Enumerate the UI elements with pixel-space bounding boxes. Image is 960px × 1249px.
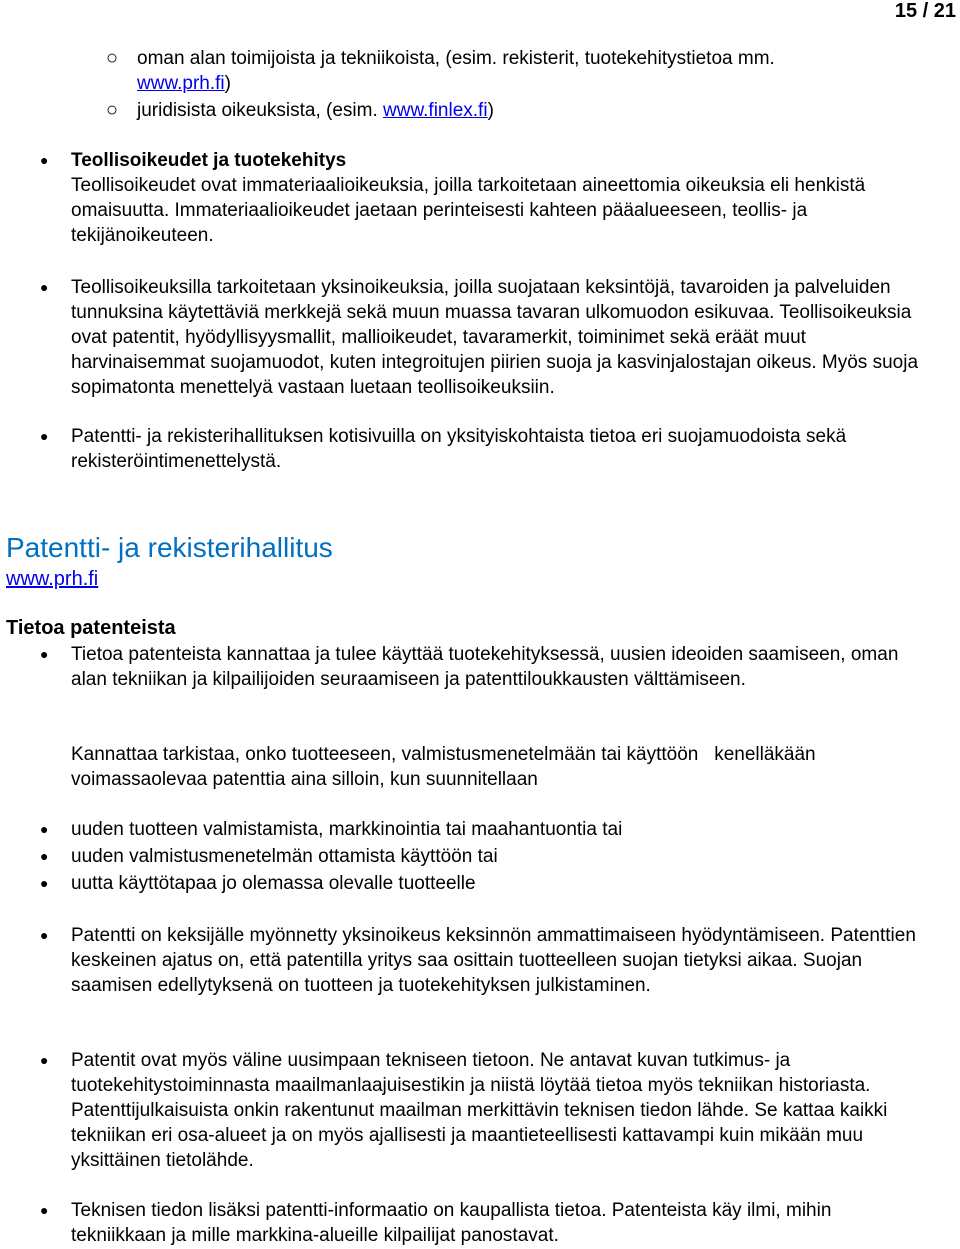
list-item-text: uutta käyttötapaa jo olemassa olevalle tuotteelle xyxy=(71,873,476,894)
bullet-icon: ● xyxy=(40,646,49,662)
bullet-icon: ● xyxy=(40,821,49,837)
list-item-text: Teollisoikeuksilla tarkoitetaan yksinoikeuksia, joilla suojataan keksintöjä, tavaroiden ja palveluiden tunnuksina käytettäviä merkkejä sekä muun muassa tavaran ulkomuodon esikuvaa. Teollisoikeuksia ovat patentit, hyödyllisyysmallit, mallioikeudet, tavaramerkit, toiminimet sekä eräät muut harvinaisemmat suojamuodot, kuten integroitujen piirien suoja ja kasvinjalostajan oikeus. Myös suoja sopimatonta menettelyä vastaan luetaan teollisoikeuksiin. xyxy=(71,277,919,398)
section-heading: Teollisoikeudet ja tuotekehitys xyxy=(71,150,347,171)
bullet-icon: ● xyxy=(40,927,49,943)
check-paragraph: Kannattaa tarkistaa, onko tuotteeseen, valmistusmenetelmään tai käyttöön kenelläkään voimassaolevaa patenttia aina silloin, kun suunnitellaan xyxy=(71,744,821,790)
list-item-text: Patentit ovat myös väline uusimpaan tekniseen tietoon. Ne antavat kuvan tutkimus- ja tuotekehitystoiminnasta maailmanlaajuisestikin ja niistä löytää tietoa myös tekniikan historiasta. Patenttijulkaisuista onkin rakentunut maailman merkittävin teknisen tiedon lähde. Se kattaa kaikki tekniikan eri osa-alueet ja on myös ajallisesti ja maantieteellisesti kattavampi kuin mikään muu yksittäinen tietolähde. xyxy=(71,1050,888,1171)
list-item-text: Patentti- ja rekisterihallituksen kotisivuilla on yksityiskohtaista tietoa eri suojamuodoista sekä rekisteröintimenettelystä. xyxy=(71,426,847,472)
subheading: Tietoa patenteista xyxy=(6,617,176,639)
circle-bullet-icon: ○ xyxy=(106,47,119,69)
sub-item-text: juridisista oikeuksista, (esim. xyxy=(137,100,384,121)
bullet-icon: ● xyxy=(40,428,49,444)
bullet-icon: ● xyxy=(40,279,49,295)
sub-item-suffix: ) xyxy=(487,100,494,121)
bullet-icon: ● xyxy=(40,848,49,864)
prh-homepage-link[interactable]: www.prh.fi xyxy=(6,568,99,590)
page-number: 15 / 21 xyxy=(894,0,956,22)
list-item-text: Tietoa patenteista kannattaa ja tulee käyttää tuotekehityksessä, uusien ideoiden saamiseen, oman alan tekniikan ja kilpailijoiden seuraamiseen ja patenttiloukkausten välttämiseen. xyxy=(71,644,899,690)
prh-link[interactable]: www.prh.fi xyxy=(137,73,225,94)
section-paragraph: Teollisoikeudet ovat immateriaalioikeuksia, joilla tarkoitetaan aineettomia oikeuksia eli henkistä omaisuutta. Immateriaalioikeudet jaetaan perinteisesti kahteen pääalueeseen, teollis- ja tekijänoikeuteen. xyxy=(71,175,866,246)
bullet-icon: ● xyxy=(40,152,49,168)
list-item-text: Teknisen tiedon lisäksi patentti-informaatio on kaupallista tietoa. Patenteista käy ilmi, mihin tekniikkaan ja mille markkina-alueille kilpailijat panostavat. xyxy=(71,1200,832,1246)
section-title: Patentti- ja rekisterihallitus xyxy=(6,532,333,563)
sub-item-text: oman alan toimijoista ja tekniikoista, (esim. rekisterit, tuotekehitystietoa mm. xyxy=(137,48,775,69)
list-item-text: Patentti on keksijälle myönnetty yksinoikeus keksinnön ammattimaiseen hyödyntämiseen. Patenttien keskeinen ajatus on, että patentilla yritys saa osittain tuotteelleen suojan tietyksi aikaa. Suojan saamisen edellytyksenä on tuotteen ja tuotekehityksen julkistaminen. xyxy=(71,925,916,996)
finlex-link[interactable]: www.finlex.fi xyxy=(383,100,488,121)
list-item-text: uuden valmistusmenetelmän ottamista käyttöön tai xyxy=(71,846,498,867)
circle-bullet-icon: ○ xyxy=(106,99,119,121)
bullet-icon: ● xyxy=(40,875,49,891)
bullet-icon: ● xyxy=(40,1202,49,1218)
bullet-icon: ● xyxy=(40,1052,49,1068)
sub-item-suffix: ) xyxy=(224,73,231,94)
list-item-text: uuden tuotteen valmistamista, markkinointia tai maahantuontia tai xyxy=(71,819,623,840)
